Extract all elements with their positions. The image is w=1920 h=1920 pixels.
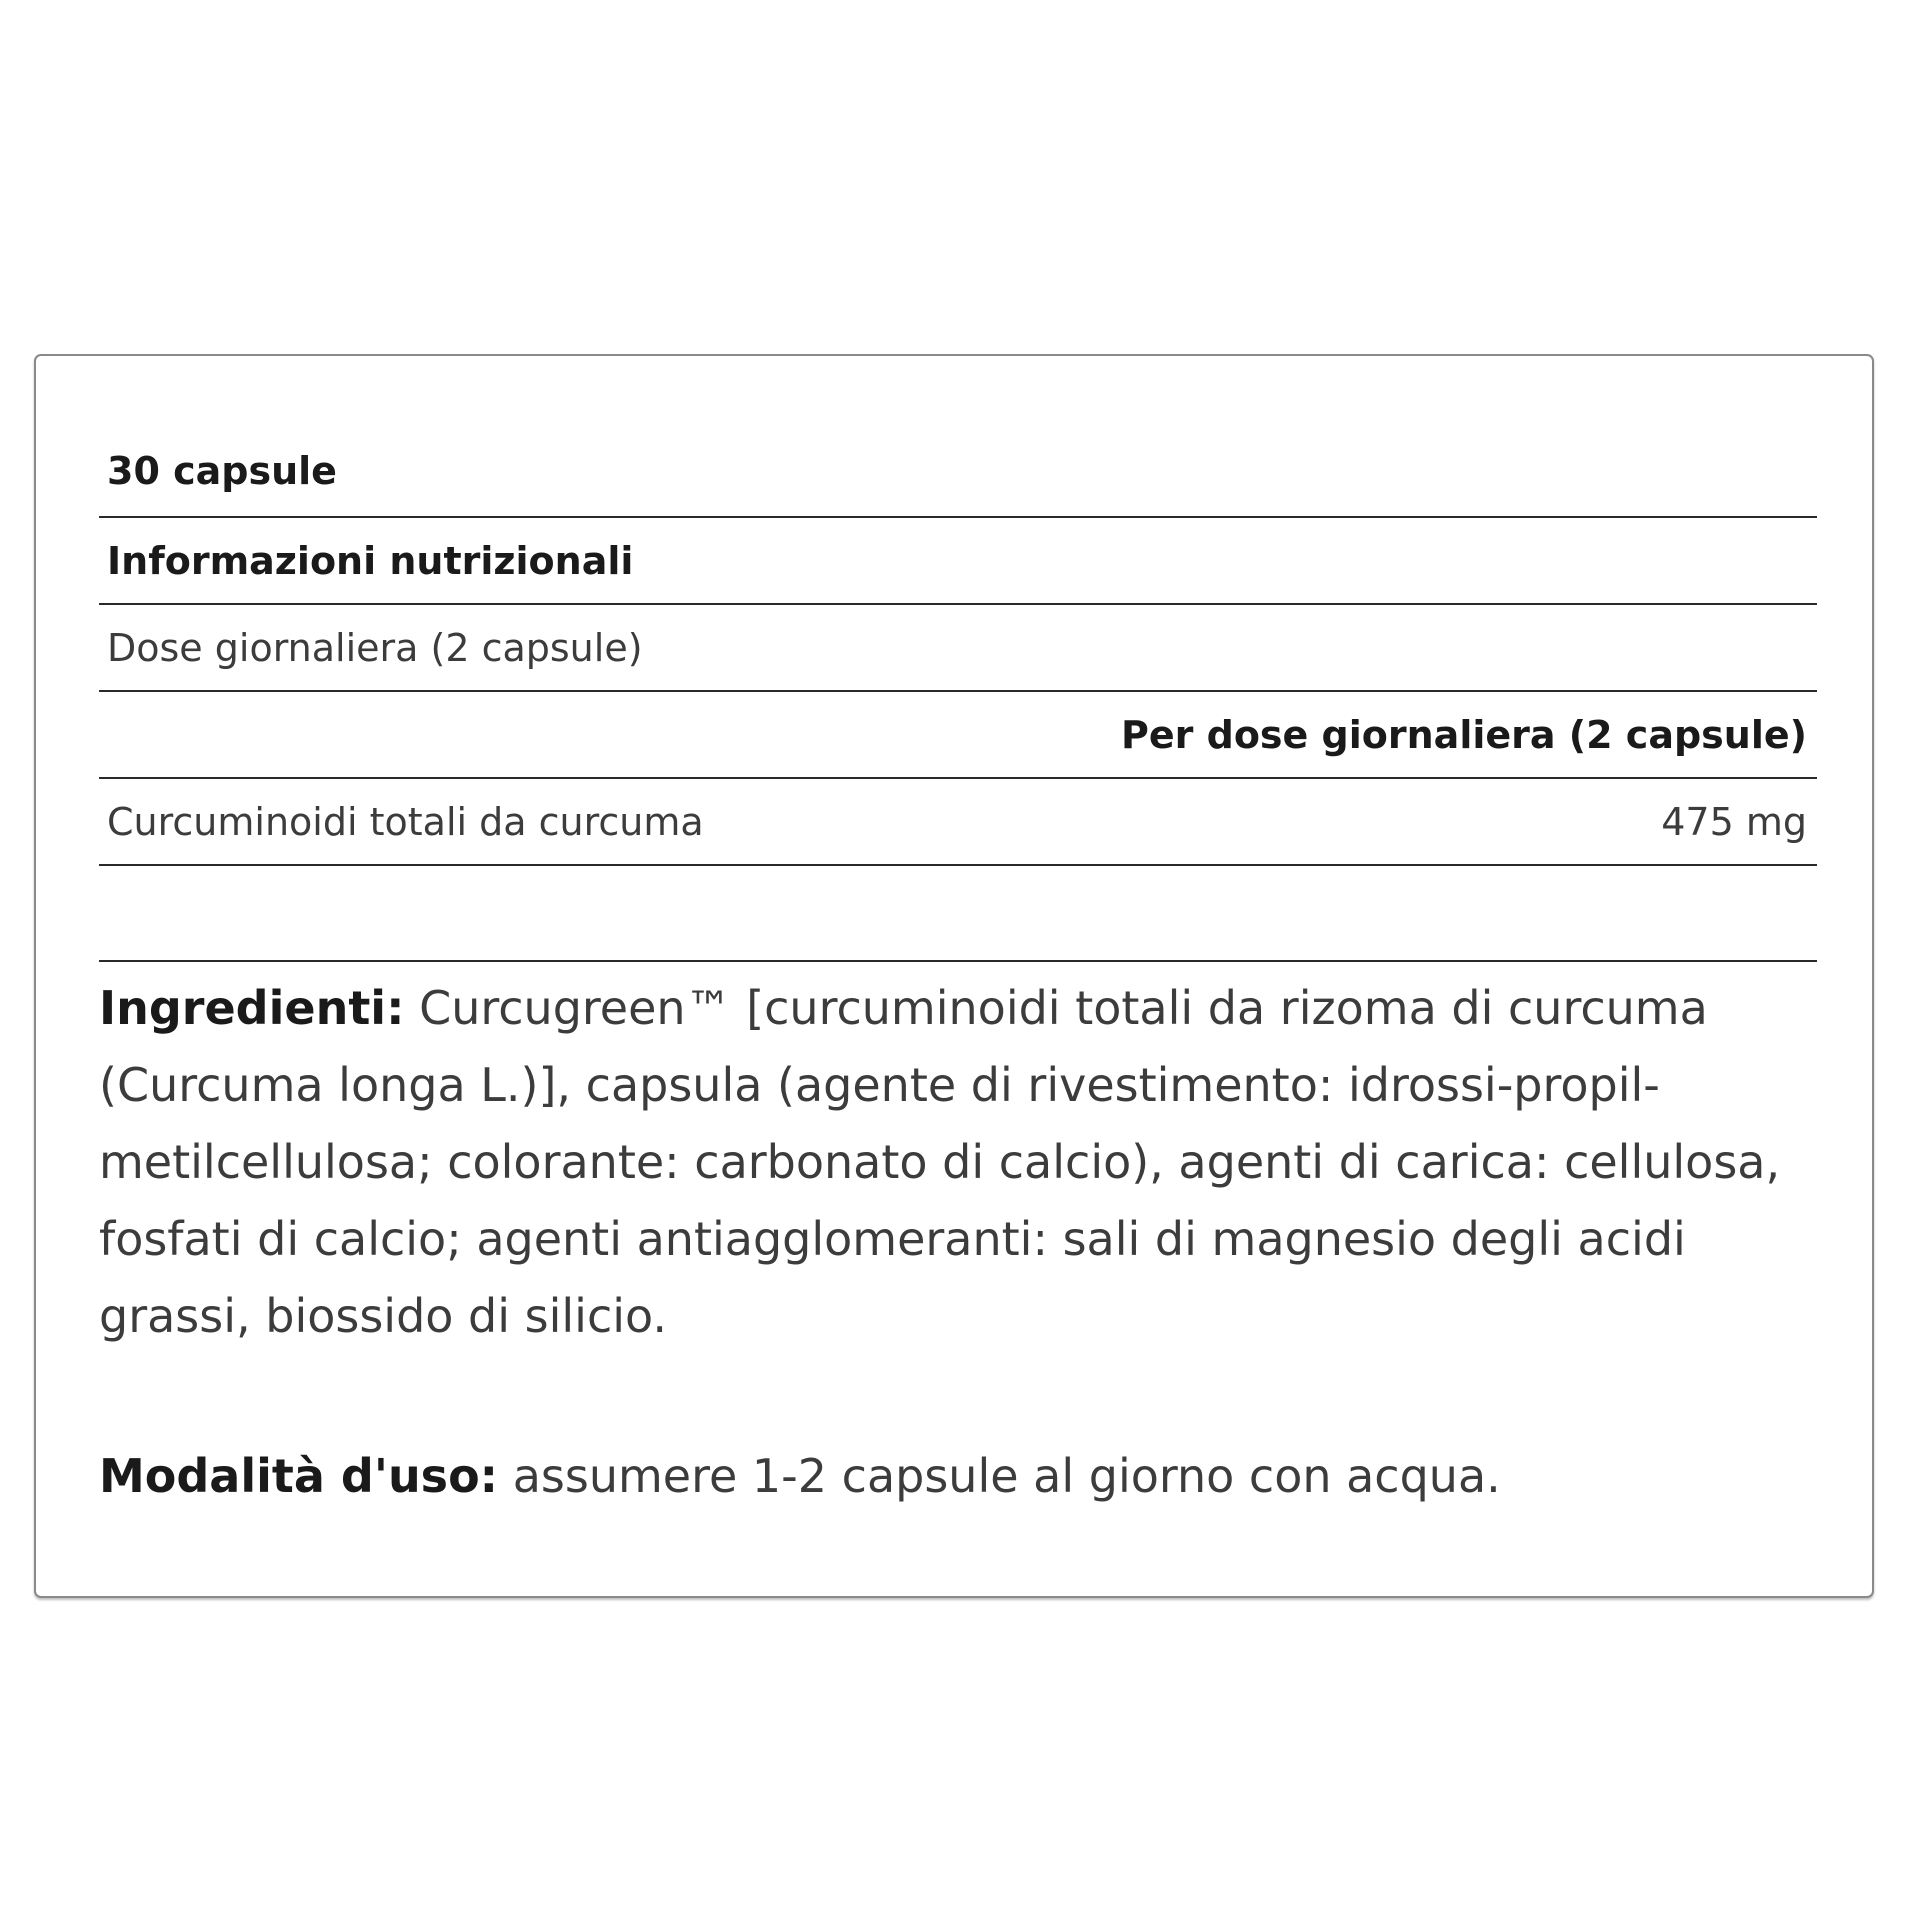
serving-size: Dose giornaliera (2 capsule) bbox=[107, 625, 643, 670]
column-header-row bbox=[99, 692, 1817, 779]
product-label-card bbox=[34, 354, 1874, 1598]
ingredients-label: Ingredienti: bbox=[99, 981, 405, 1035]
ingredients-text: Curcugreen™ [curcuminoidi totali da rizoma di curcuma (Curcuma longa L.)], capsula (agente di rivestimento: idrossi-propil-metilcellulosa; colorante: carbonato di calcio), agenti di carica: cellulosa, fosfati di calcio; agenti antiagglomeranti: sali di magnesio degli acidi grassi, biossido di silicio. bbox=[99, 981, 1781, 1343]
column-header: Per dose giornaliera (2 capsule) bbox=[1121, 712, 1807, 757]
nutrition-table bbox=[99, 426, 1817, 866]
usage-block bbox=[99, 1438, 1799, 1515]
table-row bbox=[99, 779, 1817, 866]
serving-size-row bbox=[99, 605, 1817, 692]
section-title-row bbox=[99, 518, 1817, 605]
usage-text: assumere 1-2 capsule al giorno con acqua. bbox=[498, 1449, 1501, 1503]
ingredients-block bbox=[99, 970, 1799, 1355]
nutrient-name: Curcuminoidi totali da curcuma bbox=[107, 799, 704, 844]
usage-label: Modalità d'uso: bbox=[99, 1449, 499, 1503]
nutrient-amount: 475 mg bbox=[1661, 799, 1807, 844]
package-size-row bbox=[99, 426, 1817, 518]
divider bbox=[99, 960, 1817, 962]
package-size: 30 capsule bbox=[107, 449, 337, 493]
section-title: Informazioni nutrizionali bbox=[107, 538, 634, 583]
